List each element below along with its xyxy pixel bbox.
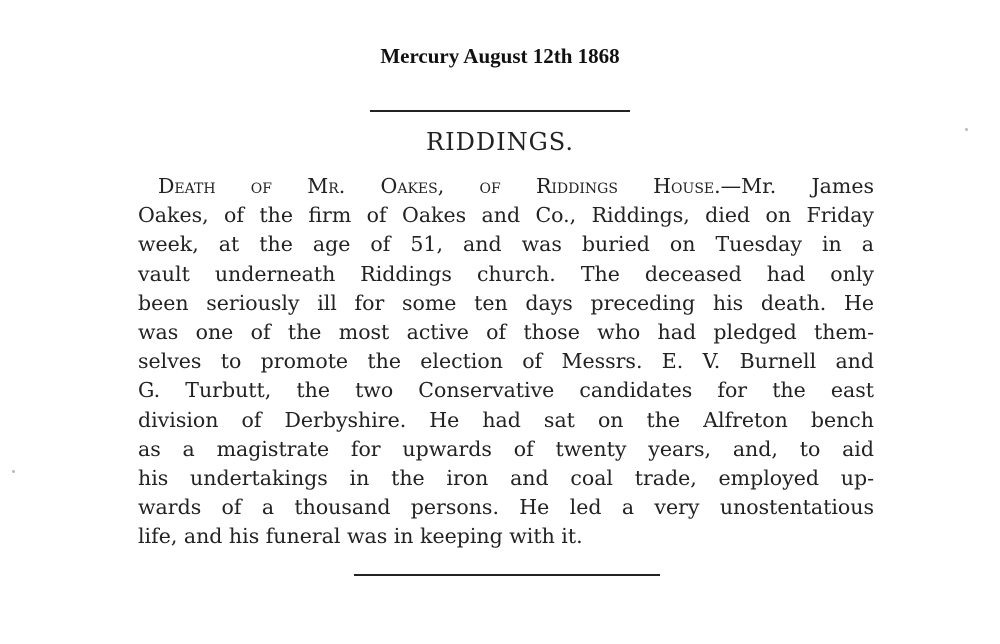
- article-line-1: [138, 172, 874, 201]
- article-line-10: as a magistrate for upwards of twenty years, and, to aid: [138, 436, 874, 461]
- article-line-8: G. Turbutt, the two Conservative candidates for the east: [138, 378, 874, 403]
- print-speck: [965, 128, 968, 131]
- article-line-4: vault underneath Riddings church. The deceased had only: [138, 261, 874, 286]
- article-line-12: wards of a thousand persons. He led a very unostentatious: [138, 495, 874, 520]
- bottom-divider-rule: [354, 574, 660, 576]
- article-line-11: his undertakings in the iron and coal trade, employed up-: [138, 465, 874, 490]
- print-speck: [12, 470, 15, 473]
- article-line-9: division of Derbyshire. He had sat on the Alfreton bench: [138, 407, 874, 432]
- article-line-5: been seriously ill for some ten days preceding his death. He: [138, 290, 874, 315]
- top-divider-rule: [370, 110, 630, 112]
- article-headline: Death of Mr. Oakes, of Riddings House.: [158, 174, 721, 198]
- source-date-line: Mercury August 12th 1868: [380, 44, 620, 68]
- article-line-7: selves to promote the election of Messrs. E. V. Burnell and: [138, 349, 874, 374]
- article-line-1-text: —Mr. James: [720, 174, 874, 198]
- article-line-6: was one of the most active of those who had pledged them-: [138, 319, 874, 344]
- article-body: [138, 172, 874, 551]
- section-title: RIDDINGS.: [426, 128, 574, 156]
- article-line-13: life, and his funeral was in keeping with it.: [138, 524, 583, 549]
- article-line-3: week, at the age of 51, and was buried on Tuesday in a: [138, 232, 874, 257]
- article-line-2: Oakes, of the firm of Oakes and Co., Riddings, died on Friday: [138, 203, 874, 228]
